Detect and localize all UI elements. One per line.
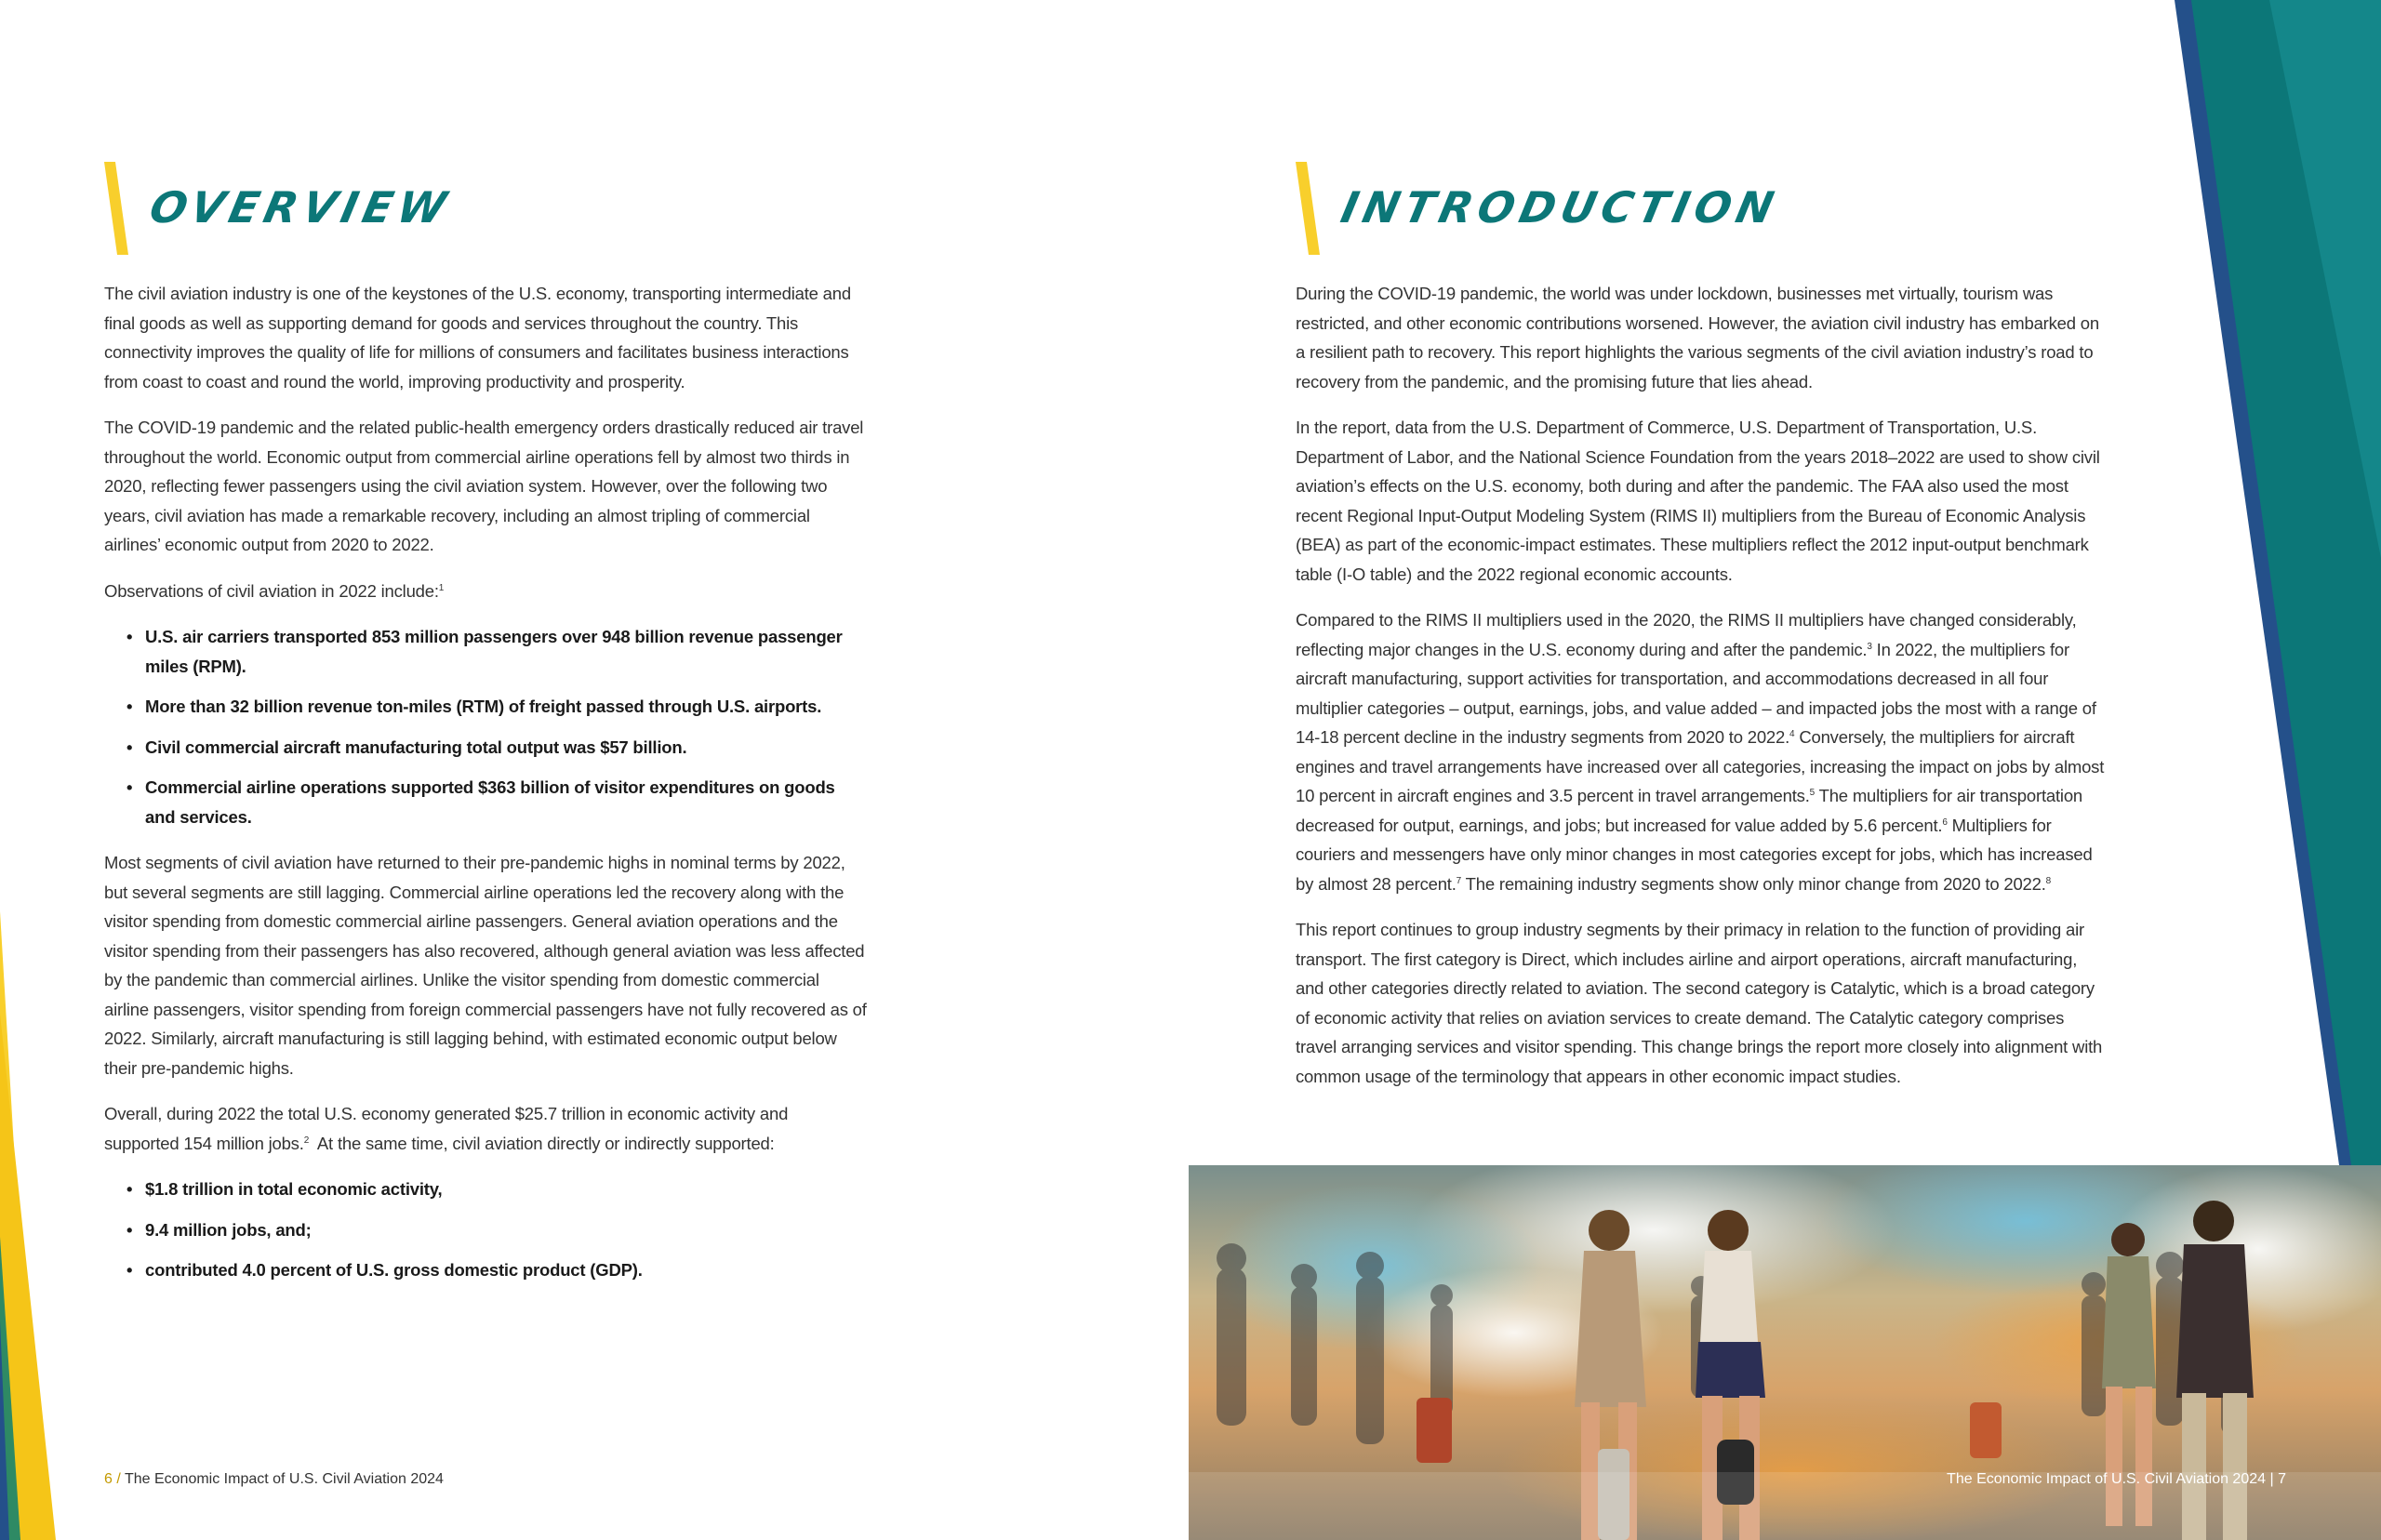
list-item: • contributed 4.0 percent of U.S. gross domestic product (GDP).	[145, 1255, 867, 1285]
supported-list	[104, 1175, 867, 1285]
page-number-right: 7	[2278, 1471, 2286, 1487]
observations-intro-text: Observations of civil aviation in 2022 include:	[104, 580, 439, 601]
overview-heading: OVERVIEW	[145, 182, 457, 232]
footnote-ref-6: 6	[1942, 816, 1948, 828]
overview-heading-block	[104, 158, 867, 260]
list-item: • Commercial airline operations supported $363 billion of visitor expenditures on goods and services.	[145, 773, 867, 831]
footer-title-right: The Economic Impact of U.S. Civil Aviation 2024	[1947, 1471, 2267, 1487]
introduction-heading: INTRODUCTION	[1337, 182, 1784, 232]
observations-intro	[104, 577, 867, 606]
p3-sentence-4: The multipliers for air transportation decreased for output, earnings, and jobs; but increased for value added by 5.6 percent.	[1296, 786, 2082, 835]
introduction-paragraph-2: In the report, data from the U.S. Department of Commerce, U.S. Department of Transportation, U.S. Department of Labor, and the National Science Foundation from the years 2018–2022 are used to show civil aviation’s effects on the U.S. economy, both during and after the pandemic. The FAA also used the most recent Regional Input-Output Modeling System (RIMS II) multipliers from the Bureau of Economic Analysis (BEA) as part of the economic-impact estimates. These multipliers reflect the 2012 input-output benchmark table (I-O table) and the 2022 regional economic accounts.	[1296, 418, 2100, 584]
overview-body	[104, 279, 867, 1285]
p3-sentence-3: Conversely, the multipliers for aircraft engines and travel arrangements have increased over all categories, increasing the impact on jobs by almost 10 percent in aircraft engines and 3.5 percent in travel arrangements.	[1296, 727, 2105, 805]
footnote-ref-7: 7	[1456, 875, 1462, 886]
observations-list	[104, 622, 867, 831]
introduction-paragraph-3	[1296, 605, 2107, 898]
right-page-introduction	[1296, 158, 2107, 1108]
p3-sentence-2: In 2022, the multipliers for aircraft manufacturing, support activities for transportation, and accommodations decreased in all four multiplier categories – output, earnings, jobs, and value added – and impacted jobs the most with a range of 14-18 percent decline in the industry segments from 2020 to 2022.	[1296, 639, 2096, 747]
footnote-ref-2: 2	[303, 1135, 310, 1146]
introduction-paragraph-4: This report continues to group industry segments by their primacy in relation to the function of providing air transport. The first category is Direct, which includes airline and airport operations, aircraft manufacturing, and other categories directly related to aviation. The second category is Catalytic, which is a broad category of economic activity that relies on aviation services to create demand. The Catalytic category comprises travel arranging services and visitor spending. This change brings the report more closely into alignment with common usage of the terminology that appears in other economic impact studies.	[1296, 920, 2103, 1086]
overall-text-b: At the same time, civil aviation directly or indirectly supported:	[316, 1133, 775, 1153]
footnote-ref-4: 4	[1789, 728, 1795, 739]
list-item: • U.S. air carriers transported 853 million passengers over 948 billion revenue passenger miles (RPM).	[145, 622, 867, 681]
introduction-body	[1296, 279, 2107, 1091]
list-item: • More than 32 billion revenue ton-miles (RTM) of freight passed through U.S. airports.	[145, 692, 867, 722]
list-item: • Civil commercial aircraft manufacturing total output was $57 billion.	[145, 733, 867, 763]
page-number-left: 6	[104, 1471, 113, 1487]
p3-sentence-5: Multipliers for couriers and messengers have only minor changes in most categories except for jobs, which has increased by almost 28 percent.	[1296, 815, 2093, 894]
footnote-ref-5: 5	[1809, 787, 1816, 798]
introduction-heading-block	[1296, 158, 2107, 260]
footnote-ref-1: 1	[438, 582, 445, 593]
footer-separator-left: /	[116, 1471, 121, 1487]
heading-accent-bar-icon	[1296, 162, 1333, 255]
footnote-ref-8: 8	[2045, 875, 2052, 886]
footer-separator-right: |	[2269, 1471, 2274, 1487]
right-page-footer	[1947, 1471, 2286, 1488]
p3-sentence-6: The remaining industry segments show only minor change from 2020 to 2022.	[1461, 873, 2046, 894]
p3-sentence-1: Compared to the RIMS II multipliers used in the 2020, the RIMS II multipliers have changed considerably, reflecting major changes in the U.S. economy during and after the pandemic.	[1296, 610, 2077, 659]
footnote-ref-3: 3	[1867, 641, 1872, 652]
list-item: • 9.4 million jobs, and;	[145, 1215, 867, 1245]
heading-accent-bar-icon	[104, 162, 141, 255]
overview-paragraph-2: The COVID-19 pandemic and the related public-health emergency orders drastically reduced air travel throughout the world. Economic output from commercial airline operations fell by almost two thirds in 2020, reflecting fewer passengers using the civil aviation system. However, over the following two years, civil aviation has made a remarkable recovery, including an almost tripling of commercial airlines’ economic output from 2020 to 2022.	[104, 418, 864, 554]
overall-text-a: Overall, during 2022 the total U.S. economy generated $25.7 trillion in economic activity and supported 154 million jobs.	[104, 1104, 789, 1153]
overall-paragraph	[104, 1099, 867, 1158]
recovery-paragraph: Most segments of civil aviation have returned to their pre-pandemic highs in nominal terms by 2022, but several segments are still lagging. Commercial airline operations led the recovery along with the visitor spending from domestic commercial airline passengers. General aviation operations and the visitor spending from their passengers has also recovered, although general aviation was less affected by the pandemic than commercial airlines. Unlike the visitor spending from domestic commercial airline passengers, visitor spending from foreign commercial passengers have not fully recovered as of 2022. Similarly, aircraft manufacturing is still lagging behind, with estimated economic output below their pre-pandemic highs.	[104, 853, 867, 1078]
footer-title-left: The Economic Impact of U.S. Civil Aviation 2024	[124, 1471, 444, 1487]
left-page-overview	[104, 158, 867, 1302]
overview-paragraph-1: The civil aviation industry is one of the keystones of the U.S. economy, transporting intermediate and final goods as well as supporting demand for goods and services throughout the country. This connectivity improves the quality of life for millions of consumers and facilitates business interactions from coast to coast and round the world, improving productivity and prosperity.	[104, 284, 851, 392]
left-page-footer	[104, 1471, 444, 1488]
introduction-paragraph-1: During the COVID-19 pandemic, the world was under lockdown, businesses met virtually, tourism was restricted, and other economic contributions worsened. However, the aviation civil industry has embarked on a resilient path to recovery. This report highlights the various segments of the civil aviation industry’s road to recovery from the pandemic, and the promising future that lies ahead.	[1296, 284, 2099, 392]
list-item: • $1.8 trillion in total economic activity,	[145, 1175, 867, 1204]
